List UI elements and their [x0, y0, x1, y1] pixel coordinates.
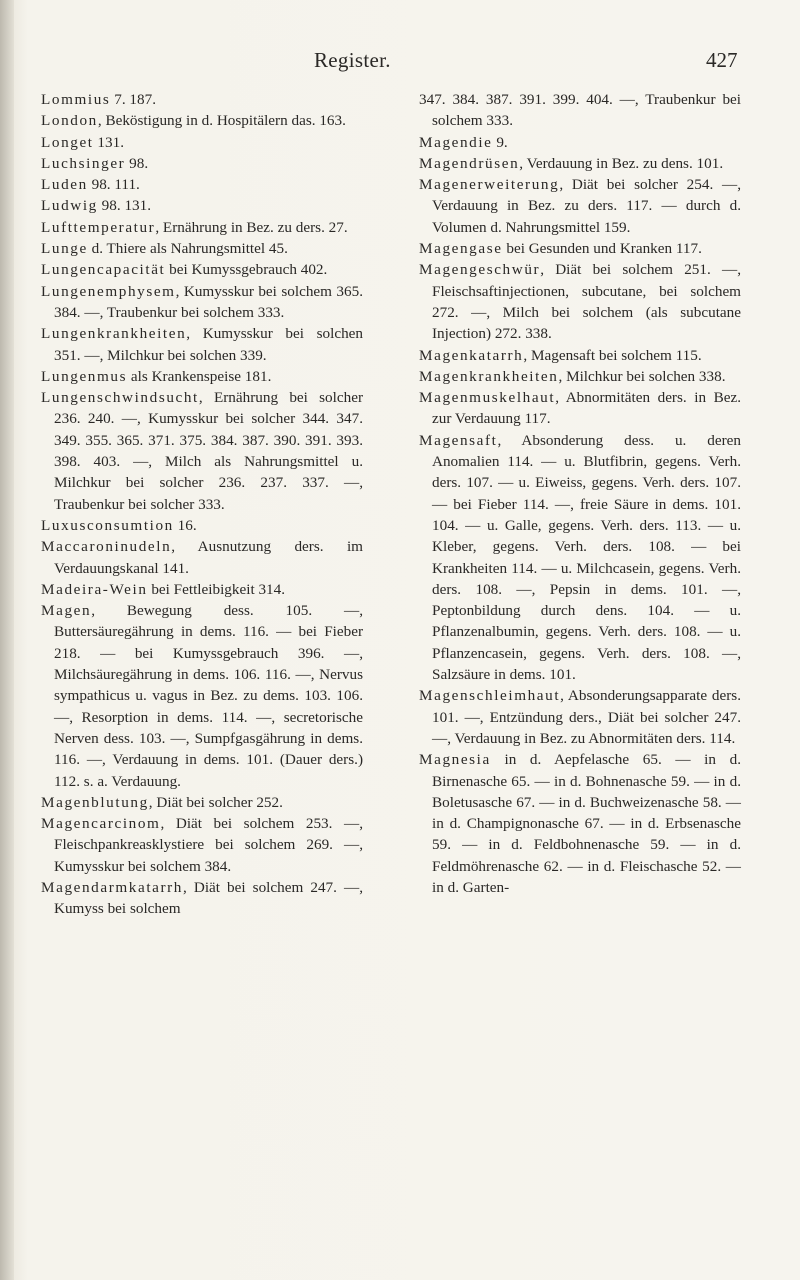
index-references: 131.	[93, 133, 124, 151]
index-keyword: Lungenemphysem	[41, 282, 176, 300]
index-references: als Krankenspeise 181.	[127, 367, 272, 385]
index-keyword: Magenerweiterung	[419, 176, 560, 194]
index-references: , Verdauung in Bez. zu dens. 101.	[519, 154, 724, 172]
index-references: , Diät bei solcher 252.	[148, 793, 283, 811]
index-keyword: Luchsinger	[41, 154, 126, 172]
index-entry	[41, 536, 363, 579]
index-keyword: Lungenschwindsucht	[41, 389, 199, 407]
index-keyword: Lungencapacität	[41, 261, 166, 279]
index-entry	[419, 89, 741, 132]
index-entry	[41, 813, 363, 877]
index-entry	[41, 600, 363, 792]
running-title: Register.	[314, 48, 391, 72]
index-keyword: Madeira-Wein	[41, 580, 148, 598]
index-references: , Diät bei solcher 254. —, Verdauung in Bez. zu ders. 117. — durch d. Volumen d. Nahrungsmittel 159.	[432, 176, 741, 236]
index-references: , Ausnutzung ders. im Verdauungskanal 141.	[54, 538, 363, 577]
index-keyword: Magencarcinom	[41, 815, 161, 833]
index-references: , Diät bei solchem 251. —, Fleischsaftinjectionen, subcutane, bei solchem 272. —, Milch bei solchem (als subcutane Injection) 272. 338.	[432, 261, 741, 343]
index-keyword: Magenkrankheiten	[419, 367, 559, 385]
index-keyword: Magenschleimhaut	[419, 687, 561, 705]
index-references: 98. 131.	[97, 197, 152, 215]
index-entry	[419, 174, 741, 238]
index-keyword: Magnesia	[419, 751, 491, 769]
index-entry	[419, 345, 741, 366]
index-keyword: Ludwig	[41, 197, 98, 215]
index-references: , Bewegung dess. 105. —, Buttersäuregährung in dems. 116. — bei Fieber 218. — bei Kumyssgebrauch 396. —, Milchsäuregährung in dems. 106. 116. —, Nervus sympathicus u. vagus in Bez. zu dems. 103. 106. —, Resorption in dems. 114. —, secretorische Nerven dess. 103. —, Sumpfgasgährung in dems. 116. —, Verdauung in dems. 101. (Dauer ders.) 112. s. a. Verdauung.	[54, 602, 363, 790]
index-entry	[419, 259, 741, 344]
index-entry	[41, 877, 363, 920]
index-references: , Abnormitäten ders. in Bez. zur Verdauung 117.	[432, 389, 741, 428]
index-references: , Diät bei solchem 253. —, Fleischpankreasklystiere bei solchem 269. —, Kumysskur bei solchem 384.	[54, 815, 363, 875]
index-references: , Absonderungsapparate ders. 101. —, Entzündung ders., Diät bei solcher 247. —, Verdauung in Bez. zu Abnormitäten ders. 114.	[432, 687, 741, 747]
index-entry	[41, 281, 363, 324]
index-entry	[41, 110, 363, 131]
index-entry	[419, 387, 741, 430]
index-keyword: Lunge	[41, 240, 88, 258]
index-keyword: Magensaft	[419, 431, 498, 449]
index-keyword: Luden	[41, 176, 88, 194]
index-keyword: Lommius	[41, 91, 111, 108]
index-keyword: Magengase	[419, 240, 503, 258]
index-keyword: Maccaroninudeln	[41, 538, 172, 556]
index-keyword: Magenblutung	[41, 793, 149, 811]
index-references: , Kumysskur bei solchem 365. 384. —, Traubenkur bei solchem 333.	[54, 282, 363, 321]
book-spine-shadow	[0, 0, 14, 1280]
index-entry	[419, 366, 741, 387]
index-entry	[419, 132, 741, 153]
index-column-left	[41, 89, 363, 920]
index-entry	[41, 792, 363, 813]
index-entry	[41, 132, 363, 153]
index-references: , Diät bei solchem 247. —, Kumyss bei solchem	[54, 878, 363, 918]
index-keyword: Longet	[41, 133, 94, 151]
index-entry	[41, 323, 363, 366]
index-entry	[419, 238, 741, 259]
index-references: , Kumysskur bei solchen 351. —, Milchkur bei solchen 339.	[54, 325, 363, 364]
index-entry	[41, 515, 363, 536]
index-entry	[41, 89, 363, 110]
index-keyword: Magendie	[419, 133, 493, 151]
index-entry	[41, 153, 363, 174]
index-keyword: Luxusconsumtion	[41, 516, 174, 534]
index-entry	[41, 174, 363, 195]
index-references: , Milchkur bei solchen 338.	[558, 367, 726, 385]
index-references: , Ernährung bei solcher 236. 240. —, Kumysskur bei solcher 344. 347. 349. 355. 365. 371. 375. 384. 387. 390. 391. 393. 398. 403. —, Milch als Nahrungsmittel u. Milchkur bei solcher 236. 237. 337. —, Traubenkur bei solcher 333.	[54, 389, 363, 513]
index-references: in d. Aepfelasche 65. — in d. Birnenasche 65. — in d. Bohnenasche 59. — in d. Boletusasche 67. — in d. Buchweizenasche 58. — in d. Champignonasche 67. — in d. Erbsenasche 59. — in d. Feldbohnenasche 59. — in d. Feldmöhrenasche 62. — in d. Fleischasche 52. — in d. Garten-	[432, 751, 741, 896]
index-keyword: Magendrüsen	[419, 154, 520, 172]
index-references: bei Kumyssgebrauch 402.	[165, 261, 328, 279]
index-references: 347. 384. 387. 391. 399. 404. —, Traubenkur bei solchem 333.	[419, 91, 741, 130]
index-keyword: Magenmuskelhaut	[419, 389, 556, 407]
index-entry	[41, 238, 363, 259]
index-entry	[41, 217, 363, 238]
index-keyword: Magendarmkatarrh	[41, 878, 183, 896]
page-header	[0, 48, 800, 82]
index-references: 98.	[125, 154, 149, 172]
index-references: , Magensaft bei solchem 115.	[523, 346, 702, 364]
index-entry	[419, 153, 741, 174]
index-keyword: Lufttemperatur	[41, 218, 156, 236]
index-entry	[41, 259, 363, 280]
index-entry	[41, 366, 363, 387]
index-entry	[41, 195, 363, 216]
index-references: , Absonderung dess. u. deren Anomalien 114. — u. Blutfibrin, gegens. Verh. ders. 107. — u. Eiweiss, gegens. Verh. ders. 107. — bei Fieber 114. —, freie Säure in dems. 101. 104. — u. Galle, gegens. Verh. ders. 113. — u. Kleber, gegens. Verh. ders. 108. — bei Krankheiten 114. — u. Milchcasein, gegens. Verh. ders. 108. —, Pepsin in dems. 101. —, Peptonbildung durch dens. 104. — u. Pflanzenalbumin, gegens. Verh. ders. 108. — u. Pflanzencasein, gegens. Verh. ders. 108. —, Salzsäure in dems. 101.	[432, 431, 741, 684]
index-keyword: Magen	[41, 602, 92, 620]
index-references: bei Fettleibigkeit 314.	[147, 580, 286, 598]
index-keyword: Magenkatarrh	[419, 346, 524, 364]
index-entry	[41, 579, 363, 600]
index-keyword: Lungenmus	[41, 367, 128, 385]
index-references: , Ernährung in Bez. zu ders. 27.	[155, 218, 348, 236]
index-references: d. Thiere als Nahrungsmittel 45.	[87, 240, 288, 258]
index-references: 7. 187.	[110, 91, 156, 108]
index-references: 9.	[492, 133, 508, 151]
index-references: 98. 111.	[87, 176, 140, 194]
index-keyword: London	[41, 112, 98, 130]
index-entry	[419, 430, 741, 686]
index-entry	[419, 685, 741, 749]
index-references: bei Gesunden und Kranken 117.	[502, 240, 702, 258]
index-entry	[419, 749, 741, 898]
index-references: 16.	[173, 516, 197, 534]
index-keyword: Magengeschwür	[419, 261, 541, 279]
index-entry	[41, 387, 363, 515]
index-column-right	[419, 89, 741, 898]
index-keyword: Lungenkrankheiten	[41, 325, 187, 343]
page-number: 427	[706, 48, 738, 72]
index-references: , Beköstigung in d. Hospitälern das. 163.	[97, 112, 346, 130]
